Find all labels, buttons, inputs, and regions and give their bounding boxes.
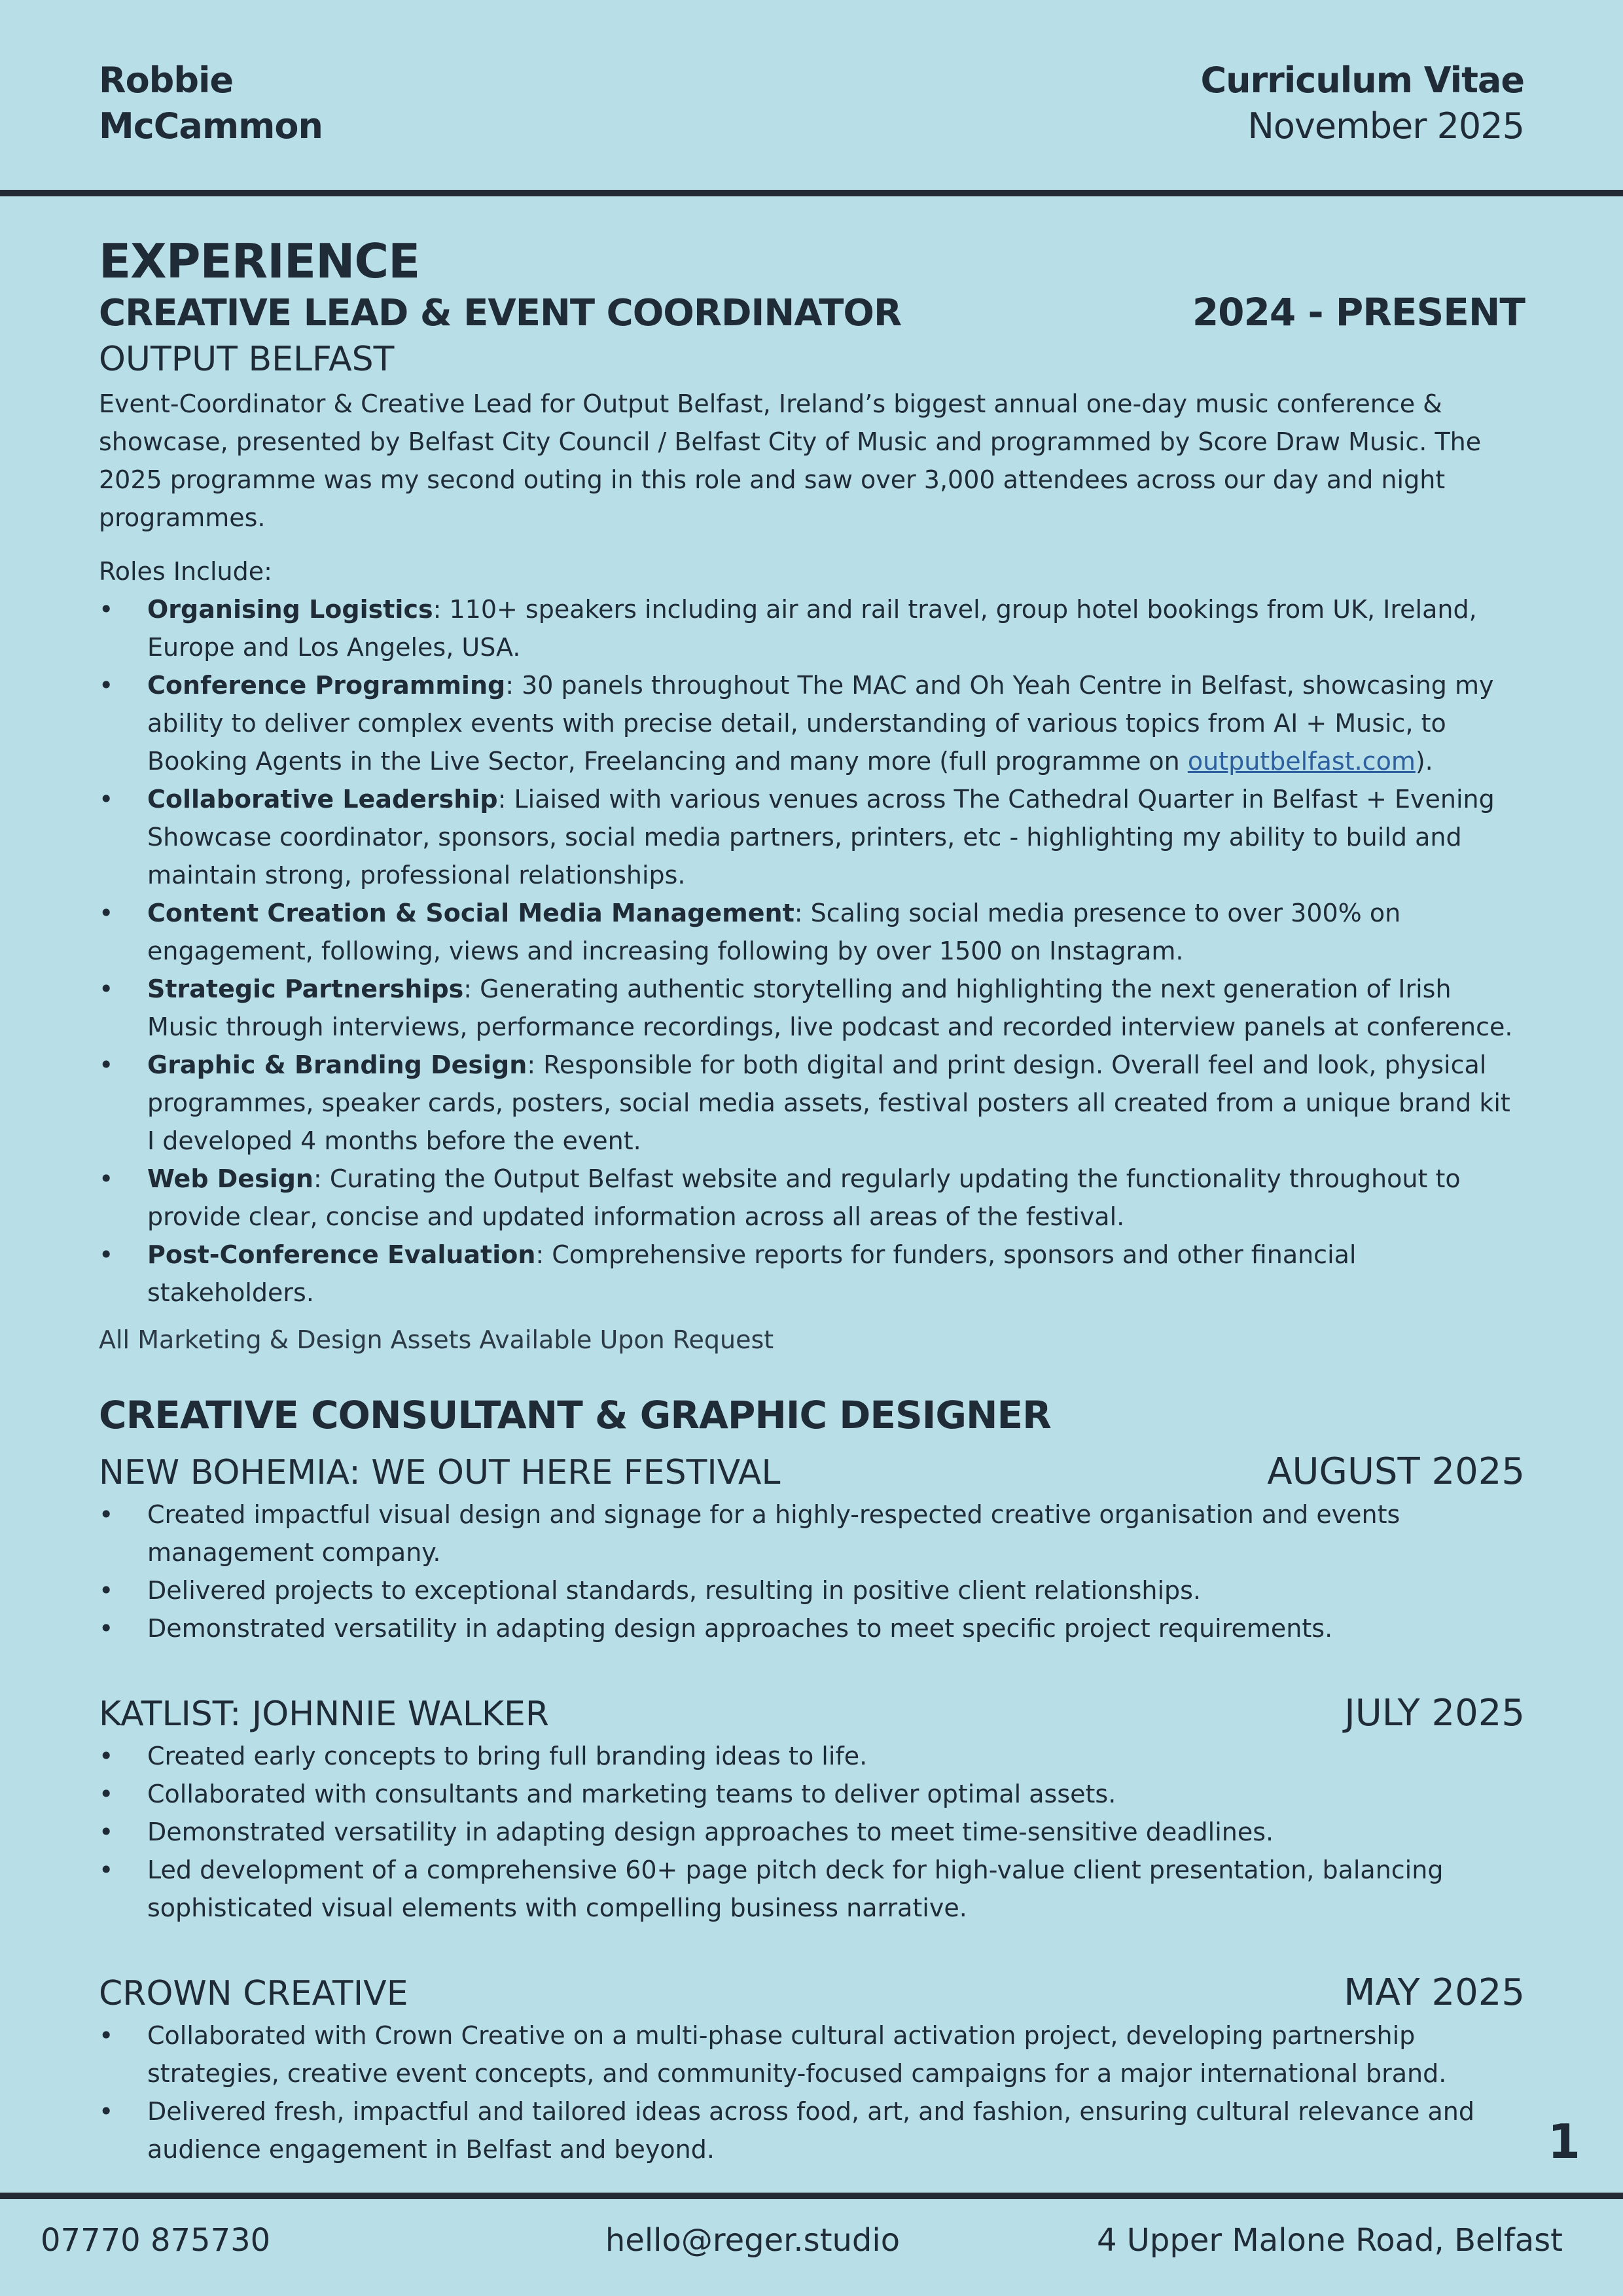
list-item: • Delivered projects to exceptional standards, resulting in positive client relationships. <box>99 1571 1525 1609</box>
assets-note: All Marketing & Design Assets Available Upon Request <box>99 1325 774 1354</box>
phone-number: 07770 875730 <box>41 2222 271 2259</box>
page-header <box>0 0 1623 192</box>
job-title: CREATIVE CONSULTANT & GRAPHIC DESIGNER <box>99 1393 1051 1437</box>
job-organisation: OUTPUT BELFAST <box>99 340 395 379</box>
client-header <box>99 1449 1525 1496</box>
role-text: : 30 panels throughout The MAC and Oh Yeah Centre in Belfast, showcasing my ability to deliver complex events with precise detail, understanding of various topics from AI + Music, to Booking Agents in the Live Sector, Freelancing and many more <box>147 671 1494 776</box>
page-footer <box>0 2193 1623 2296</box>
role-text-extra: (full programme on <box>931 747 1188 776</box>
client-bullets <box>99 1496 1525 1647</box>
role-label: Graphic & Branding Design <box>147 1050 527 1079</box>
client-block <box>99 1449 1525 1647</box>
role-text: : 110+ speakers including air and rail travel, group hotel bookings from UK, Ireland, Europe and Los Angeles, USA. <box>147 595 1477 662</box>
list-item <box>99 1236 1525 1312</box>
client-bullets <box>99 2017 1525 2168</box>
client-name: CROWN CREATIVE <box>99 1974 408 2013</box>
last-name: McCammon <box>99 105 323 147</box>
postal-address: 4 Upper Malone Road, Belfast <box>1096 2222 1563 2259</box>
document-info <box>1200 58 1524 149</box>
client-date: MAY 2025 <box>1344 1971 1525 2014</box>
client-header <box>99 1970 1525 2017</box>
role-text: : Curating the Output Belfast website and regularly updating the functionality throughout to provide clear, concise and updated information across all areas of the festival. <box>147 1164 1461 1231</box>
role-text: : Generating authentic storytelling and highlighting the next generation of Irish Music through interviews, performance recordings, live podcast and recorded interview panels at conference. <box>147 975 1513 1041</box>
page-number: 1 <box>1547 2114 1580 2169</box>
list-item: • Led development of a comprehensive 60+ page pitch deck for high-value client presentation, balancing sophisticated visual elements with compelling business narrative. <box>99 1851 1525 1927</box>
document-date: November 2025 <box>1247 105 1524 147</box>
roles-list <box>99 590 1525 1312</box>
candidate-name <box>99 58 323 149</box>
list-item: • Demonstrated versatility in adapting design approaches to meet time-sensitive deadlines. <box>99 1813 1525 1851</box>
role-label: Strategic Partnerships <box>147 975 464 1003</box>
job-header <box>99 289 1525 336</box>
client-name: KATLIST: JOHNNIE WALKER <box>99 1695 549 1734</box>
first-name: Robbie <box>99 60 234 101</box>
list-item: • Created early concepts to bring full branding ideas to life. <box>99 1737 1525 1775</box>
list-item <box>99 590 1525 666</box>
list-item <box>99 666 1525 780</box>
section-heading: EXPERIENCE <box>99 234 420 289</box>
client-block <box>99 1691 1525 1927</box>
client-bullets <box>99 1737 1525 1927</box>
client-name: NEW BOHEMIA: WE OUT HERE FESTIVAL <box>99 1453 781 1492</box>
header-divider <box>0 190 1623 196</box>
role-label: Collaborative Leadership <box>147 785 498 814</box>
list-item: • Collaborated with consultants and marketing teams to deliver optimal assets. <box>99 1775 1525 1813</box>
list-item: • Delivered fresh, impactful and tailored ideas across food, art, and fashion, ensuring cultural relevance and audience engagement in Belfast and beyond. <box>99 2092 1525 2168</box>
client-date: JULY 2025 <box>1344 1692 1525 1734</box>
job-dates: 2024 - PRESENT <box>1192 290 1525 334</box>
role-text: : Scaling social media presence to over 300% on engagement, following, views and increasing following by over 1500 on Instagram. <box>147 899 1401 965</box>
role-label: Content Creation & Social Media Management <box>147 899 794 927</box>
role-label: Post-Conference Evaluation <box>147 1240 536 1269</box>
list-item <box>99 1160 1525 1236</box>
role-text-extra: ). <box>1415 747 1433 776</box>
programme-link[interactable]: outputbelfast.com <box>1187 747 1416 776</box>
job-title: CREATIVE LEAD & EVENT COORDINATOR <box>99 292 902 334</box>
list-item <box>99 780 1525 894</box>
client-header <box>99 1691 1525 1737</box>
email-address[interactable]: hello@reger.studio <box>605 2222 901 2259</box>
list-item: • Created impactful visual design and signage for a highly-respected creative organisation and events management company. <box>99 1496 1525 1571</box>
client-block <box>99 1970 1525 2168</box>
role-label: Web Design <box>147 1164 313 1193</box>
experience-section <box>99 233 1525 2168</box>
list-item <box>99 970 1525 1046</box>
role-text: : Responsible for both digital and print design. Overall feel and look, physical programmes, speaker cards, posters, social media assets, festival posters all created from a unique brand kit I developed 4 months before the event. <box>147 1050 1510 1155</box>
role-label: Organising Logistics <box>147 595 433 624</box>
role-label: Conference Programming <box>147 671 506 700</box>
role-text: : Liaised with various venues across The Cathedral Quarter in Belfast + Evening Showcase coordinator, sponsors, social media partners, printers, etc - highlighting my ability to build and maintain strong, professional relationships. <box>147 785 1495 889</box>
list-item <box>99 1046 1525 1160</box>
list-item: • Collaborated with Crown Creative on a multi-phase cultural activation project, developing partnership strategies, creative event concepts, and community-focused campaigns for a major international brand. <box>99 2017 1525 2092</box>
list-item: • Demonstrated versatility in adapting design approaches to meet specific project requirements. <box>99 1609 1525 1647</box>
document-title: Curriculum Vitae <box>1200 60 1524 101</box>
client-date: AUGUST 2025 <box>1267 1450 1525 1493</box>
list-item <box>99 894 1525 970</box>
roles-intro: Roles Include: <box>99 557 272 586</box>
job-description: Event-Coordinator & Creative Lead for Output Belfast, Ireland’s biggest annual one-day music conference & showcase, presented by Belfast City Council / Belfast City of Music and programmed by Score Draw Music. The 2025 programme was my second outing in this role and saw over 3,000 attendees across our day and night programmes. <box>99 389 1482 532</box>
role-text: : Comprehensive reports for funders, sponsors and other financial stakeholders. <box>147 1240 1357 1307</box>
